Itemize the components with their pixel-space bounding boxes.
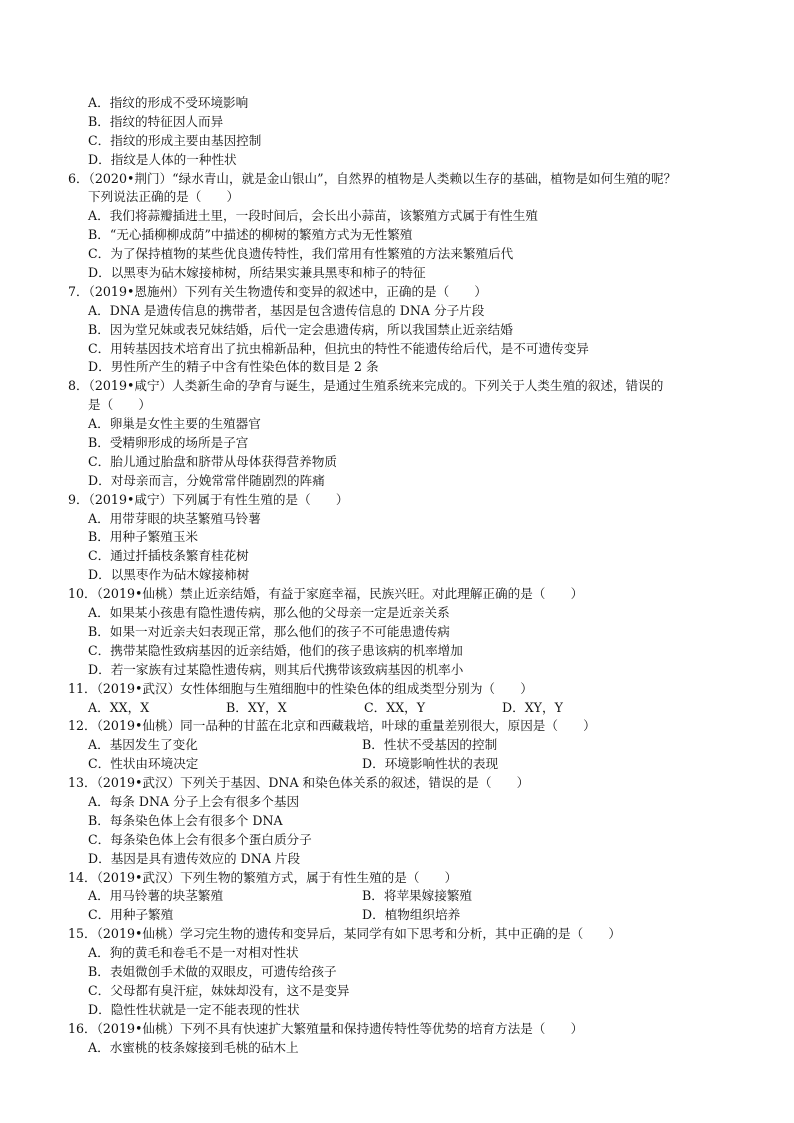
question-stem: 9．（2019•咸宁）下列属于有性生殖的是（ ）: [68, 491, 349, 507]
question-stem-continued: 下列说法正确的是（ ）: [88, 189, 240, 205]
option-d: D．指纹是人体的一种性状: [88, 151, 237, 167]
option-b: B．“无心插柳柳成荫”中描述的柳树的繁殖方式为无性繁殖: [88, 227, 413, 243]
question-stem: 15．（2019•仙桃）学习完生物的遗传和变异后，某同学有如下思考和分析，其中正确的是（ ）: [68, 926, 621, 942]
question-14: [68, 869, 728, 926]
options-row: [68, 755, 728, 774]
option-d: D．以黑枣为砧木嫁接柿树，所结果实兼具黑枣和柿子的特征: [88, 265, 426, 281]
question-6: [68, 170, 728, 283]
question-stem: 6．（2020•荆门）“绿水青山，就是金山银山”，自然界的植物是人类赖以生存的基础，植物是如何生殖的呢？: [68, 170, 677, 186]
options-row: [68, 699, 728, 718]
question-stem: 10．（2019•仙桃）禁止近亲结婚，有益于家庭幸福，民族兴旺。对此理解正确的是（ ）: [68, 586, 584, 602]
options-row: [68, 906, 728, 925]
option-b: B．因为堂兄妹或表兄妹结婚，后代一定会患遗传病，所以我国禁止近亲结婚: [88, 321, 513, 337]
option-b: B．用种子繁殖玉米: [88, 529, 199, 545]
option-b: B．将苹果嫁接繁殖: [362, 888, 473, 904]
option-d: D．对母亲而言，分娩常常伴随剧烈的阵痛: [88, 472, 325, 488]
option-c: C．指纹的形成主要由基因控制: [88, 132, 262, 148]
option-c: C．XX，Y: [364, 699, 426, 715]
option-c: C．为了保持植物的某些优良遗传特性，我们常用有性繁殖的方法来繁殖后代: [88, 246, 514, 262]
exam-page: [68, 94, 728, 1057]
question-13: [68, 774, 728, 868]
option-a: A．用马铃薯的块茎繁殖: [88, 888, 224, 904]
question-7: [68, 283, 728, 377]
option-b: B．如果一对近亲夫妇表现正常，那么他们的孩子不可能患遗传病: [88, 623, 450, 639]
question-8: [68, 377, 728, 490]
option-b: B．性状不受基因的控制: [362, 737, 498, 753]
option-d: D．以黑枣作为砧木嫁接柿树: [88, 567, 250, 583]
question-stem: 14．（2019•武汉）下列生物的繁殖方式，属于有性生殖的是（ ）: [68, 869, 458, 885]
question-5: [68, 94, 728, 170]
question-15: [68, 925, 728, 1019]
question-stem: 12．（2019•仙桃）同一品种的甘蓝在北京和西藏栽培，叶球的重量差别很大，原因是（ ）: [68, 718, 596, 734]
options-row: [68, 736, 728, 755]
option-a: A．卵巢是女性主要的生殖器官: [88, 416, 261, 432]
option-c: C．携带某隐性致病基因的近亲结婚，他们的孩子患该病的机率增加: [88, 642, 463, 658]
option-a: A．狗的黄毛和卷毛不是一对相对性状: [88, 945, 299, 961]
question-stem: 11．（2019•武汉）女性体细胞与生殖细胞中的性染色体的组成类型分别为（ ）: [68, 680, 533, 696]
question-stem-continued: 是（ ）: [88, 397, 151, 413]
question-10: [68, 585, 728, 679]
option-c: C．胎儿通过胎盘和脐带从母体获得营养物质: [88, 453, 337, 469]
option-b: B．每条染色体上会有很多个 DNA: [88, 812, 283, 828]
option-c: C．用转基因技术培育出了抗虫棉新品种，但抗虫的特性不能遗传给后代，是不可遗传变异: [88, 340, 589, 356]
option-d: D．植物组织培养: [362, 907, 461, 923]
option-a: A．水蜜桃的枝条嫁接到毛桃的砧木上: [88, 1039, 299, 1055]
question-12: [68, 717, 728, 774]
question-stem: 16．（2019•仙桃）下列不具有快速扩大繁殖量和保持遗传特性等优势的培育方法是（ ）: [68, 1020, 584, 1036]
question-11: [68, 680, 728, 718]
option-d: D．男性所产生的精子中含有性染色体的数目是 2 条: [88, 359, 379, 375]
option-c: C．父母都有臭汗症，妹妹却没有，这不是变异: [88, 982, 350, 998]
question-16: [68, 1020, 728, 1058]
option-d: D．XY，Y: [502, 699, 563, 715]
option-a: A．DNA 是遗传信息的携带者，基因是包含遗传信息的 DNA 分子片段: [88, 302, 485, 318]
question-stem: 13．（2019•武汉）下列关于基因、DNA 和染色体关系的叙述，错误的是（ ）: [68, 775, 530, 791]
option-d: D．基因是具有遗传效应的 DNA 片段: [88, 850, 301, 866]
option-a: A．基因发生了变化: [88, 737, 198, 753]
option-d: D．隐性性状就是一定不能表现的性状: [88, 1001, 300, 1017]
option-c: C．每条染色体上会有很多个蛋白质分子: [88, 831, 312, 847]
option-c: C．性状由环境决定: [88, 756, 199, 772]
option-a: A．用带芽眼的块茎繁殖马铃薯: [88, 510, 261, 526]
option-a: A．指纹的形成不受环境影响: [88, 95, 249, 110]
option-b: B．指纹的特征因人而异: [88, 113, 224, 129]
option-c: C．用种子繁殖: [88, 907, 174, 923]
option-b: B．表姐微创手术做的双眼皮，可遗传给孩子: [88, 963, 337, 979]
option-a: A．每条 DNA 分子上会有很多个基因: [88, 793, 300, 809]
option-a: A．我们将蒜瓣插进土里，一段时间后，会长出小蒜苗，该繁殖方式属于有性生殖: [88, 208, 538, 224]
option-c: C．通过扦插枝条繁育桂花树: [88, 548, 249, 564]
option-d: D．环境影响性状的表现: [362, 756, 499, 772]
question-9: [68, 491, 728, 585]
option-a: A．如果某小孩患有隐性遗传病，那么他的父母亲一定是近亲关系: [88, 605, 450, 621]
option-b: B．受精卵形成的场所是子宫: [88, 435, 249, 451]
question-stem: 8．（2019•咸宁）人类新生命的孕育与诞生，是通过生殖系统来完成的。下列关于人类生殖的叙述，错误的: [68, 378, 664, 394]
question-stem: 7．（2019•恩施州）下列有关生物遗传和变异的叙述中，正确的是（ ）: [68, 283, 488, 299]
option-d: D．若一家族有过某隐性遗传病，则其后代携带该致病基因的机率小: [88, 661, 464, 677]
option-b: B．XY，X: [226, 699, 287, 715]
options-row: [68, 887, 728, 906]
option-a: A．XX，X: [88, 699, 150, 715]
